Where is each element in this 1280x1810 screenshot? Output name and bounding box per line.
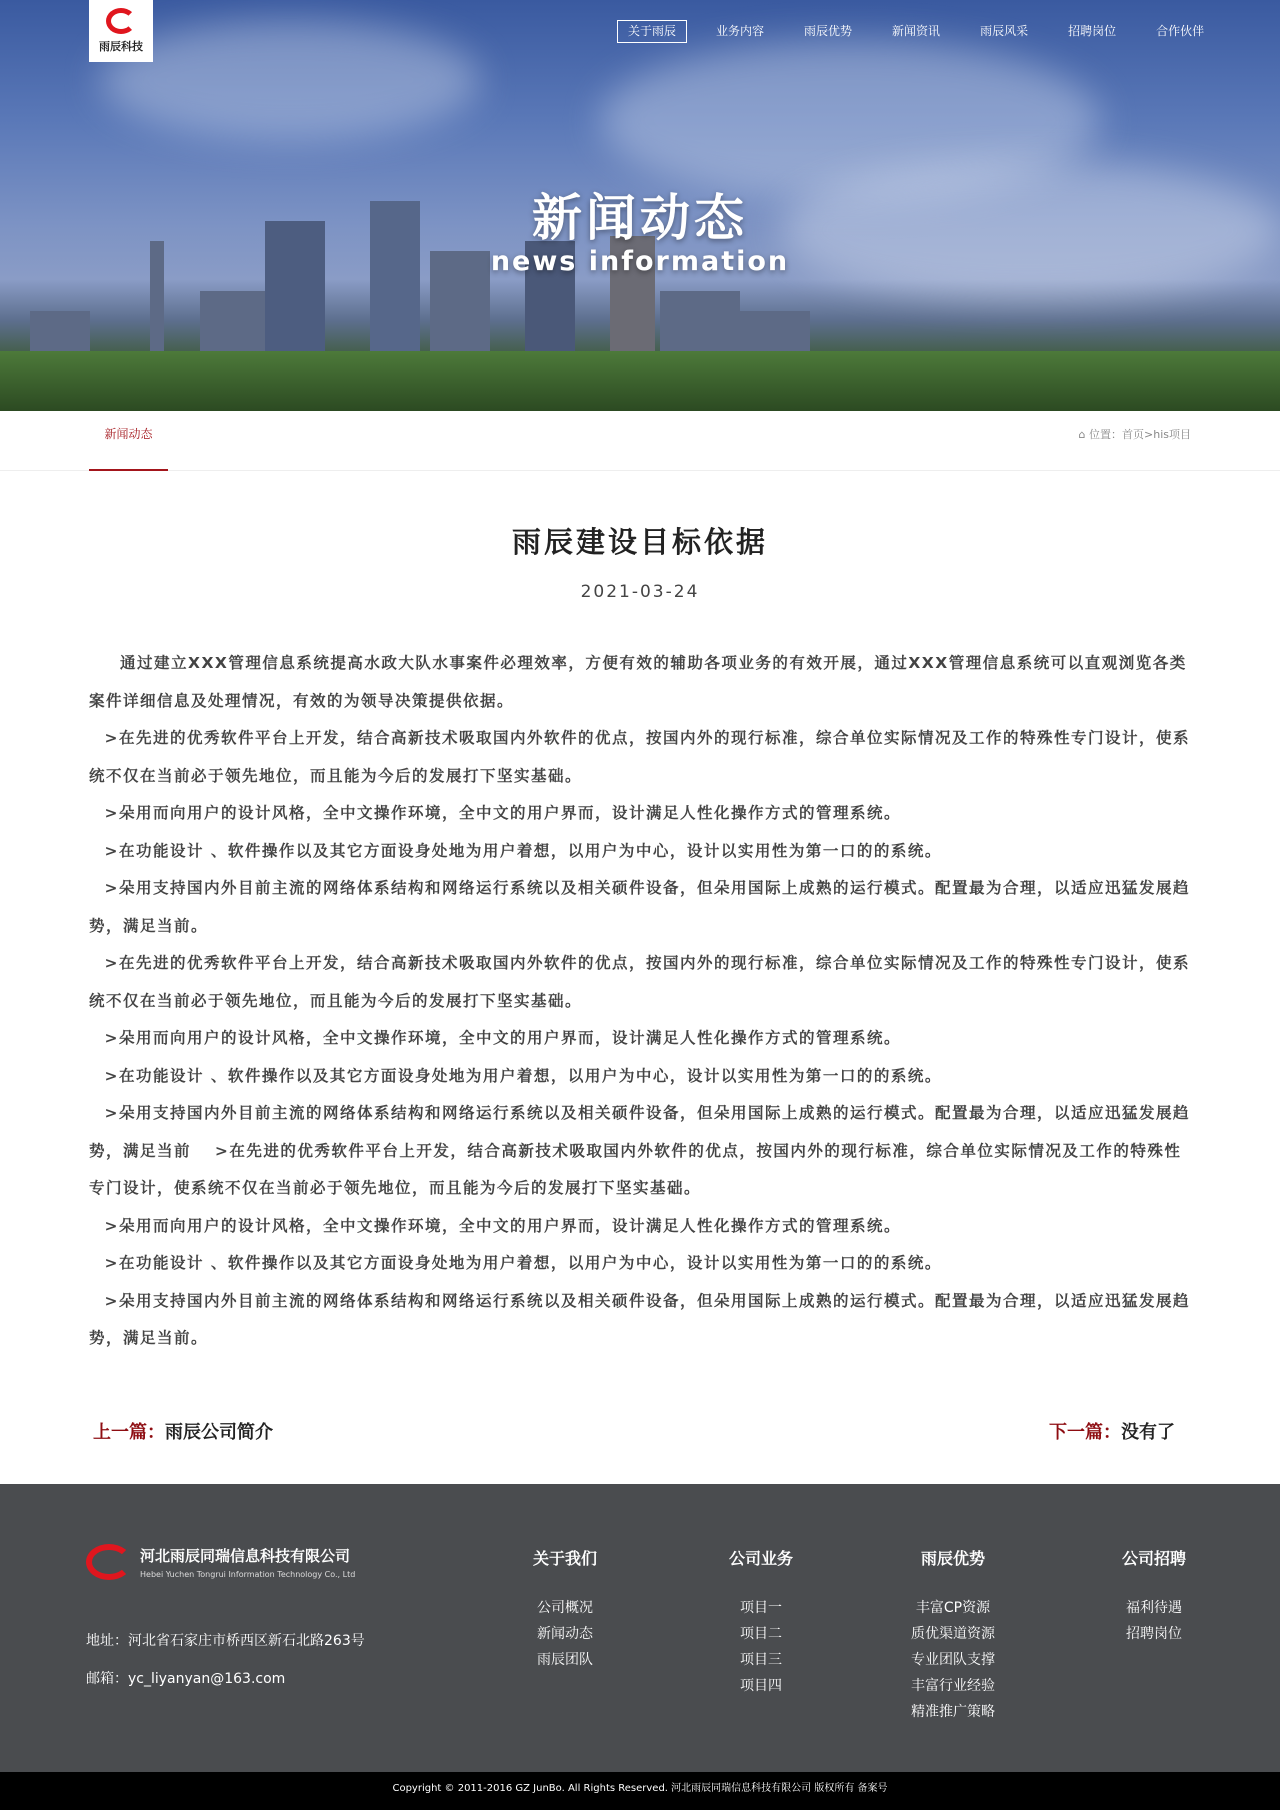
hero-title: 新闻动态 (532, 189, 748, 247)
paragraph: >在先进的优秀软件平台上开发，结合高新技术吸取国内外软件的优点，按国内外的现行标准，综合单位实际情况及工作的特殊性专门设计，使系统不仅在当前必于领先地位，而且能为今后的发展打下坚实基础。 (89, 729, 1190, 785)
paragraph: >朵用支持国内外目前主流的网络体系结构和网络运行系统以及相关硕件设备，但朵用国际上成熟的运行模式。配置最为合理，以适应迅猛发展趋势，满足当前。 (89, 1291, 1190, 1347)
main-nav (617, 20, 1233, 43)
col-title: 关于我们 (532, 1549, 597, 1568)
hero-subtitle: news information (490, 246, 790, 277)
nav-jobs[interactable]: 招聘岗位 (1068, 24, 1117, 38)
paragraph: >在功能设计 、软件操作以及其它方面设身处地为用户着想，以用户为中心，设计以实用性为第一口的的系统。 (104, 1066, 942, 1085)
logo[interactable] (89, 0, 153, 62)
logo-icon (106, 8, 136, 34)
col-title: 公司业务 (728, 1549, 793, 1568)
sub-nav (0, 411, 1280, 471)
nav-about[interactable]: 关于雨辰 (617, 20, 687, 43)
breadcrumb-text[interactable]: 位置：首页>his项目 (1089, 428, 1191, 441)
next-label: 下一篇： (1049, 1422, 1121, 1443)
footer-col-advantages (893, 1546, 1013, 1725)
footer-link[interactable]: 项目四 (740, 1678, 782, 1694)
nav-style[interactable]: 雨辰风采 (980, 24, 1029, 38)
nav-advantages[interactable]: 雨辰优势 (804, 24, 853, 38)
tab-news[interactable]: 新闻动态 (89, 411, 168, 471)
footer-link[interactable]: 雨辰团队 (537, 1652, 593, 1668)
footer-link[interactable]: 质优渠道资源 (911, 1626, 995, 1642)
footer-link[interactable]: 项目一 (740, 1600, 782, 1616)
nav-business[interactable]: 业务内容 (716, 24, 765, 38)
footer-logo (86, 1544, 355, 1580)
paragraph: >朵用而向用户的设计风格，全中文操作环境，全中文的用户界而，设计满足人性化操作方式的管理系统。 (104, 1216, 901, 1235)
prev-title[interactable]: 雨辰公司简介 (165, 1422, 273, 1443)
prev-label: 上一篇： (93, 1422, 165, 1443)
next-title: 没有了 (1121, 1422, 1175, 1443)
footer-col-jobs (1109, 1546, 1199, 1647)
article-date: 2021-03-24 (580, 582, 700, 602)
footer-col-business (716, 1546, 806, 1699)
footer-link[interactable]: 福利待遇 (1126, 1600, 1182, 1616)
footer (0, 1484, 1280, 1772)
article-body (89, 645, 1192, 1358)
breadcrumb (1079, 411, 1191, 459)
footer-link[interactable]: 专业团队支撑 (911, 1652, 995, 1668)
footer-link[interactable]: 丰富CP资源 (915, 1600, 991, 1616)
paragraph: >朵用支持国内外目前主流的网络体系结构和网络运行系统以及相关硕件设备，但朵用国际上成熟的运行模式。配置最为合理，以适应迅猛发展趋势，满足当前 >在先进的优秀软件平台上开发，结合高新技术吸取国内外软件的优点，按国内外的现行标准，综合单位实际情况及工作的特殊性专门设计，使系统不仅在当前必于领先地位，而且能为今后的发展打下坚实基础。 (89, 1104, 1190, 1197)
article-title: 雨辰建设目标依据 (511, 525, 768, 559)
col-title: 雨辰优势 (920, 1549, 985, 1568)
email: 邮箱：yc_liyanyan@163.com (86, 1671, 286, 1687)
cloud (100, 20, 480, 140)
col-title: 公司招聘 (1121, 1549, 1186, 1568)
nav-partners[interactable]: 合作伙伴 (1156, 24, 1205, 38)
prev-article[interactable] (93, 1418, 273, 1444)
hero-banner (0, 0, 1280, 411)
paragraph: >朵用而向用户的设计风格，全中文操作环境，全中文的用户界而，设计满足人性化操作方式的管理系统。 (104, 1029, 901, 1047)
paragraph: >朵用而向用户的设计风格，全中文操作环境，全中文的用户界而，设计满足人性化操作方式的管理系统。 (104, 804, 901, 822)
footer-link[interactable]: 丰富行业经验 (911, 1678, 995, 1694)
copyright: Copyright © 2011-2016 GZ JunBo. All Rights Reserved. 河北雨辰同瑞信息科技有限公司 版权所有 备案号 (0, 1772, 1280, 1810)
footer-link[interactable]: 项目二 (740, 1626, 782, 1642)
trees (0, 351, 1280, 411)
company-name: 河北雨辰同瑞信息科技有限公司 (140, 1547, 351, 1565)
footer-link[interactable]: 新闻动态 (537, 1626, 593, 1642)
home-icon: ⌂ (1078, 428, 1090, 441)
logo-icon (86, 1544, 132, 1580)
footer-link[interactable]: 公司概况 (537, 1600, 593, 1616)
footer-link[interactable]: 项目三 (740, 1652, 782, 1668)
paragraph: >在功能设计 、软件操作以及其它方面设身处地为用户着想，以用户为中心，设计以实用性为第一口的的系统。 (104, 1254, 942, 1272)
nav-news[interactable]: 新闻资讯 (892, 24, 941, 38)
footer-link[interactable]: 招聘岗位 (1126, 1626, 1182, 1642)
paragraph: >朵用支持国内外目前主流的网络体系结构和网络运行系统以及相关硕件设备，但朵用国际上成熟的运行模式。配置最为合理，以适应迅猛发展趋势，满足当前。 (89, 879, 1190, 935)
paragraph: 通过建立XXX管理信息系统提高水政大队水事案件必理效率，方便有效的辅助各项业务的有效开展，通过XXX管理信息系统可以直观浏览各类案件详细信息及处理情况，有效的为领导决策提供依据。 (89, 654, 1187, 710)
footer-col-about (520, 1546, 610, 1673)
paragraph: >在功能设计 、软件操作以及其它方面设身处地为用户着想，以用户为中心，设计以实用性为第一口的的系统。 (104, 841, 942, 860)
address: 地址：河北省石家庄市桥西区新石北路263号 (86, 1633, 365, 1649)
next-article[interactable] (1049, 1418, 1175, 1444)
logo-text: 雨辰科技 (99, 40, 143, 53)
company-name-en: Hebei Yuchen Tongrui Information Technology Co., Ltd (140, 1570, 356, 1579)
footer-link[interactable]: 精准推广策略 (911, 1704, 995, 1720)
paragraph: >在先进的优秀软件平台上开发，结合高新技术吸取国内外软件的优点，按国内外的现行标准，综合单位实际情况及工作的特殊性专门设计，使系统不仅在当前必于领先地位，而且能为今后的发展打下坚实基础。 (89, 954, 1190, 1010)
